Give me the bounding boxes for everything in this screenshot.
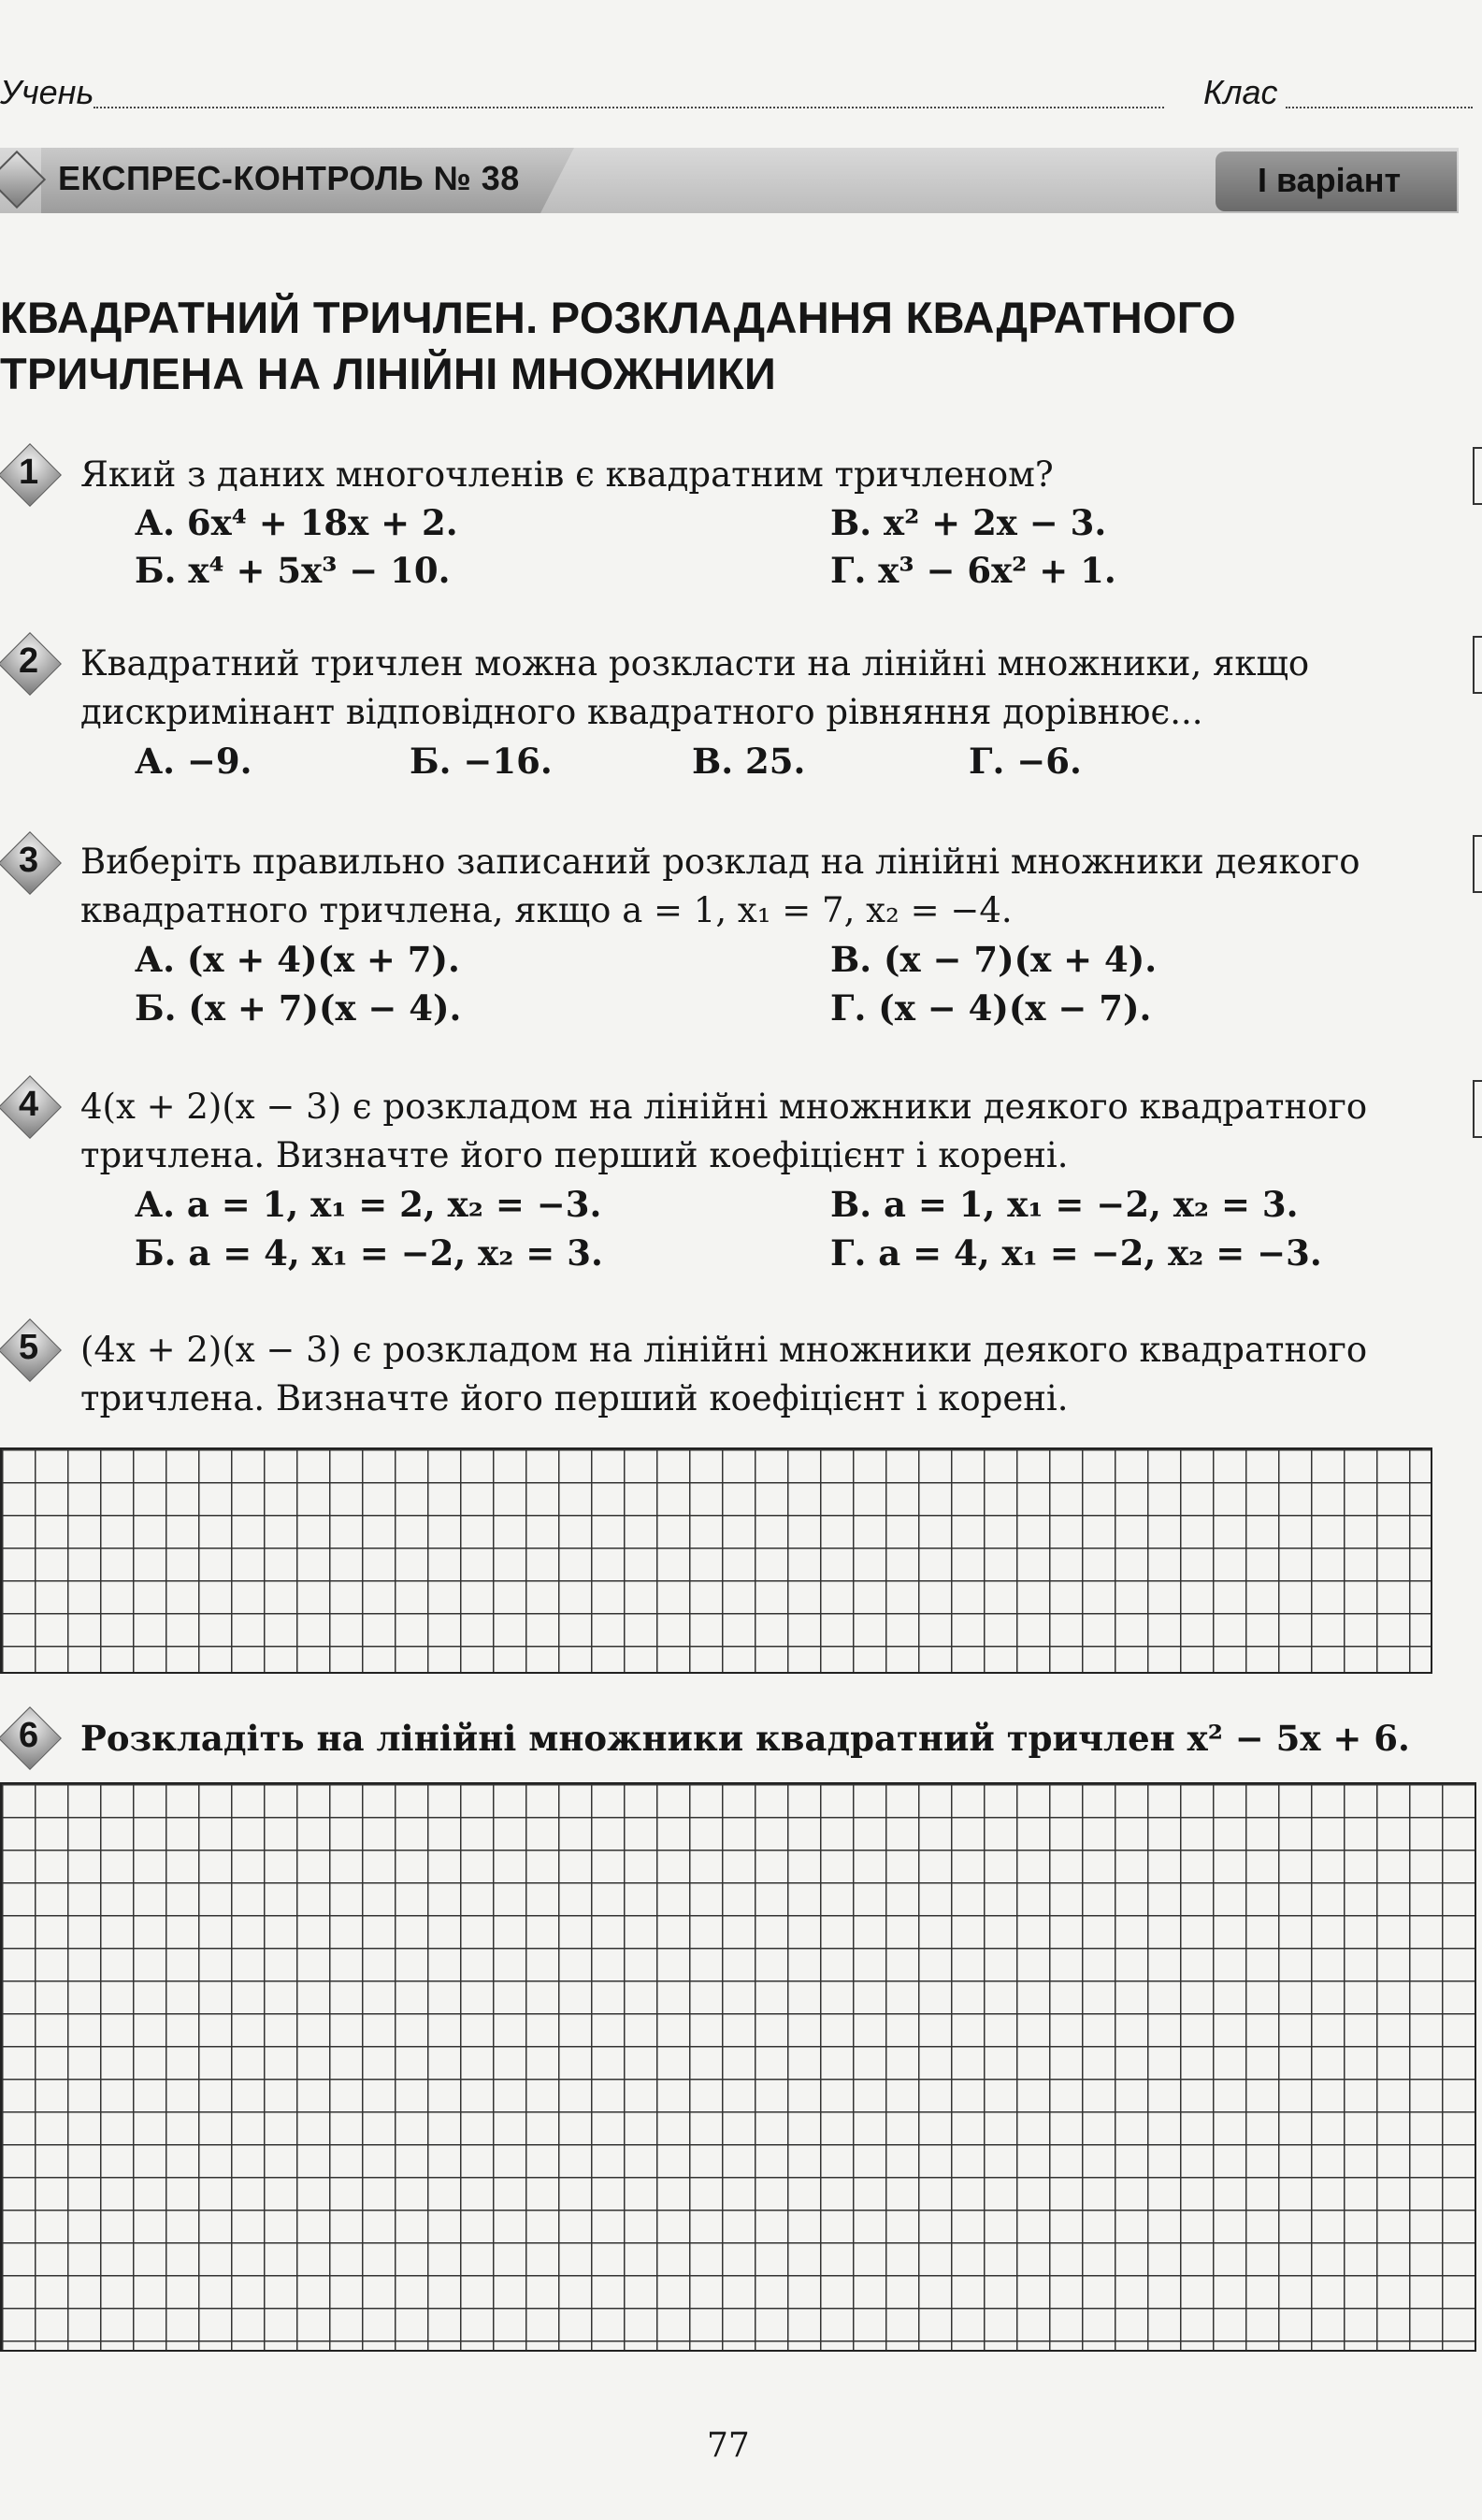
option-g[interactable]: Г. x³ − 6x² + 1. <box>830 550 1116 591</box>
task-number: 6 <box>19 1716 39 1755</box>
margin-tab <box>1473 447 1482 505</box>
option-g[interactable]: Г. −6. <box>969 741 1082 782</box>
task-number: 4 <box>19 1085 39 1124</box>
option-a[interactable]: А. a = 1, x₁ = 2, x₂ = −3. <box>135 1184 602 1225</box>
task-number: 2 <box>19 641 39 681</box>
class-label: Клас <box>1203 73 1278 111</box>
option-b[interactable]: Б. a = 4, x₁ = −2, x₂ = 3. <box>135 1232 603 1274</box>
task-text-line1: 4(x + 2)(x − 3) є розкладом на лінійні множники деякого квадратного <box>80 1087 1368 1127</box>
task-text-line2: квадратного тричлена, якщо a = 1, x₁ = 7, x₂ = −4. <box>80 890 1013 930</box>
topic-title-line2: ТРИЧЛЕНА НА ЛІНІЙНІ МНОЖНИКИ <box>0 349 777 398</box>
option-v[interactable]: В. (x − 7)(x + 4). <box>830 939 1158 980</box>
task-text: Розкладіть на лінійні множники квадратний тричлен x² − 5x + 6. <box>80 1718 1410 1759</box>
student-label: Учень <box>0 73 94 111</box>
banner-title: ЕКСПРЕС-КОНТРОЛЬ № 38 <box>58 159 520 197</box>
answer-grid[interactable] <box>0 1447 1432 1674</box>
task-text-line1: Виберіть правильно записаний розклад на лінійні множники деякого <box>80 842 1360 882</box>
option-v[interactable]: В. 25. <box>692 741 806 782</box>
task-number: 3 <box>19 841 39 880</box>
task-text-line2: тричлена. Визначте його перший коефіцієнт і корені. <box>80 1378 1069 1418</box>
option-b[interactable]: Б. (x + 7)(x − 4). <box>135 987 462 1029</box>
page-number: 77 <box>707 2426 750 2465</box>
variant-label: І варіант <box>1258 161 1402 199</box>
option-v[interactable]: В. x² + 2x − 3. <box>830 502 1107 543</box>
margin-tab <box>1473 636 1482 694</box>
option-b[interactable]: Б. −16. <box>410 741 553 782</box>
option-a[interactable]: А. (x + 4)(x + 7). <box>135 939 460 980</box>
task-text-line1: (4x + 2)(x − 3) є розкладом на лінійні множники деякого квадратного <box>80 1330 1368 1370</box>
class-name-line[interactable] <box>1286 107 1473 108</box>
option-a[interactable]: А. 6x⁴ + 18x + 2. <box>135 502 458 543</box>
margin-tab <box>1473 1080 1482 1138</box>
answer-grid[interactable] <box>0 1782 1476 2352</box>
topic-title-line1: КВАДРАТНИЙ ТРИЧЛЕН. РОЗКЛАДАННЯ КВАДРАТНОГО <box>0 293 1236 342</box>
task-text: Який з даних многочленів є квадратним тричленом? <box>80 454 1054 495</box>
task-number: 1 <box>19 453 39 492</box>
task-text-line2: дискримінант відповідного квадратного рівняння дорівнює... <box>80 692 1203 732</box>
option-a[interactable]: А. −9. <box>135 741 252 782</box>
option-b[interactable]: Б. x⁴ + 5x³ − 10. <box>135 550 451 591</box>
option-v[interactable]: В. a = 1, x₁ = −2, x₂ = 3. <box>830 1184 1299 1225</box>
task-text-line2: тричлена. Визначте його перший коефіцієнт і корені. <box>80 1135 1069 1175</box>
option-g[interactable]: Г. a = 4, x₁ = −2, x₂ = −3. <box>830 1232 1322 1274</box>
option-g[interactable]: Г. (x − 4)(x − 7). <box>830 987 1152 1029</box>
task-number: 5 <box>19 1328 39 1367</box>
task-text-line1: Квадратний тричлен можна розкласти на лінійні множники, якщо <box>80 643 1310 684</box>
student-name-line[interactable] <box>94 107 1164 108</box>
margin-tab <box>1473 835 1482 893</box>
